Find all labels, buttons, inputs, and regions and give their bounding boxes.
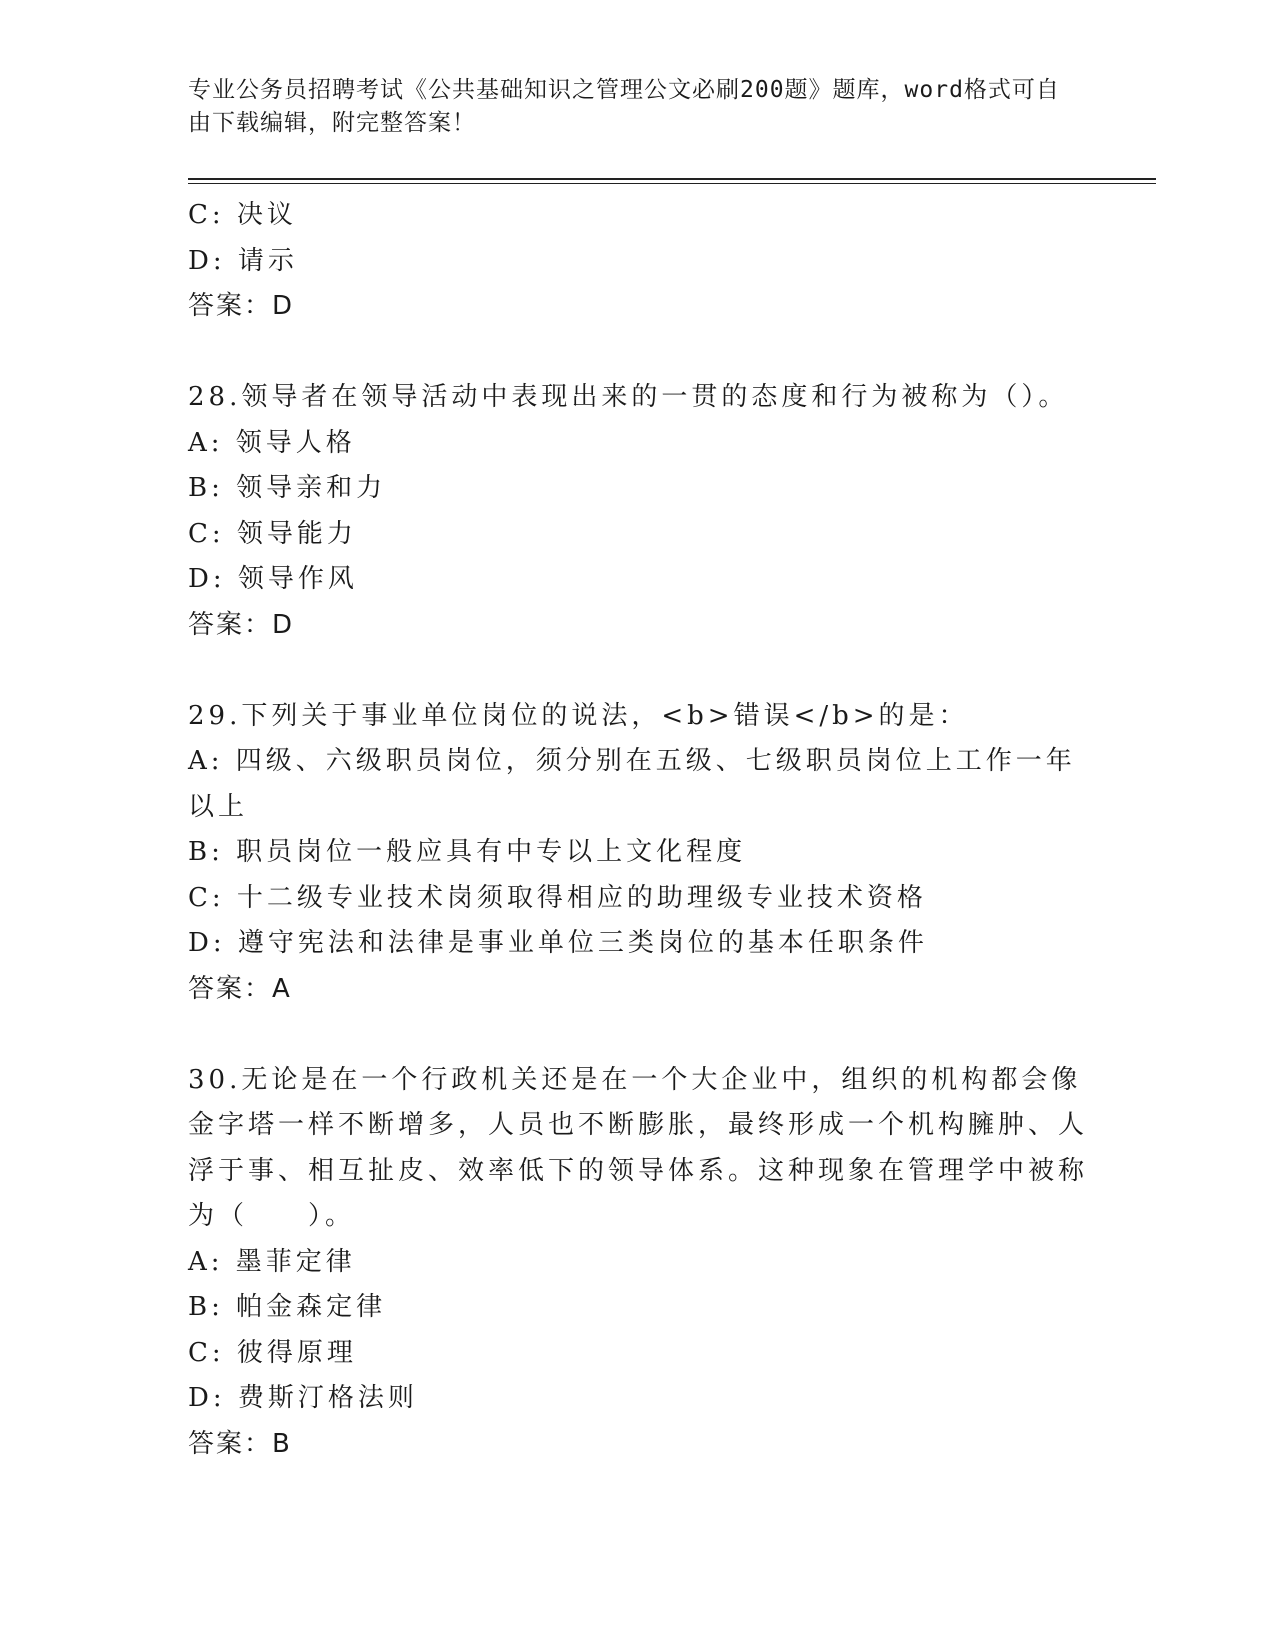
spacer (188, 330, 1088, 376)
answer-line: 答案：B (188, 1428, 292, 1459)
header-divider-thick (188, 178, 1156, 180)
option-d: D: 费斯汀格法则 (188, 1383, 418, 1413)
question-30 (188, 1058, 1088, 1468)
option-d: D: 请示 (188, 245, 298, 276)
option-c: C: 十二级专业技术岗须取得相应的助理级专业技术资格 (188, 882, 927, 913)
option-b: B: 帕金森定律 (188, 1292, 387, 1322)
question-stem: 29.下列关于事业单位岗位的说法，<b>错误</b>的是： (188, 700, 969, 731)
option-d: D: 遵守宪法和法律是事业单位三类岗位的基本任职条件 (188, 928, 928, 958)
answer-line: 答案：D (188, 609, 295, 640)
option-c: C: 彼得原理 (188, 1337, 357, 1368)
answer-line: 答案：A (188, 973, 292, 1004)
header-divider-thin (188, 183, 1156, 184)
option-c: C: 领导能力 (188, 518, 357, 549)
option-d: D: 领导作风 (188, 564, 358, 594)
option-a: A: 领导人格 (188, 427, 356, 458)
option-c: C: 决议 (188, 200, 297, 230)
option-b: B: 领导亲和力 (188, 473, 387, 503)
question-28 (188, 375, 1088, 648)
option-a: A: 墨菲定律 (188, 1246, 356, 1277)
option-a: A: 四级、六级职员岗位，须分别在五级、七级职员岗位上工作一年以上 (188, 746, 1076, 822)
question-stem: 28.领导者在领导活动中表现出来的一贯的态度和行为被称为（）。 (188, 382, 1069, 412)
question-stem: 30.无论是在一个行政机关还是在一个大企业中，组织的机构都会像金字塔一样不断增多，人员也不断膨胀，最终形成一个机构臃肿、人浮于事、相互扯皮、效率低下的领导体系。这种现象在管理学中被称为（ ）。 (188, 1064, 1089, 1231)
spacer (188, 1012, 1088, 1058)
spacer (188, 648, 1088, 694)
option-b: B: 职员岗位一般应具有中专以上文化程度 (188, 837, 747, 867)
question-list (188, 193, 1088, 1467)
question-29 (188, 694, 1088, 1013)
answer-line: 答案：D (188, 291, 295, 321)
continued-question (188, 193, 1088, 330)
document-header: 专业公务员招聘考试《公共基础知识之管理公文必刷200题》题库，word格式可自由下载编辑，附完整答案！ (188, 77, 1060, 136)
